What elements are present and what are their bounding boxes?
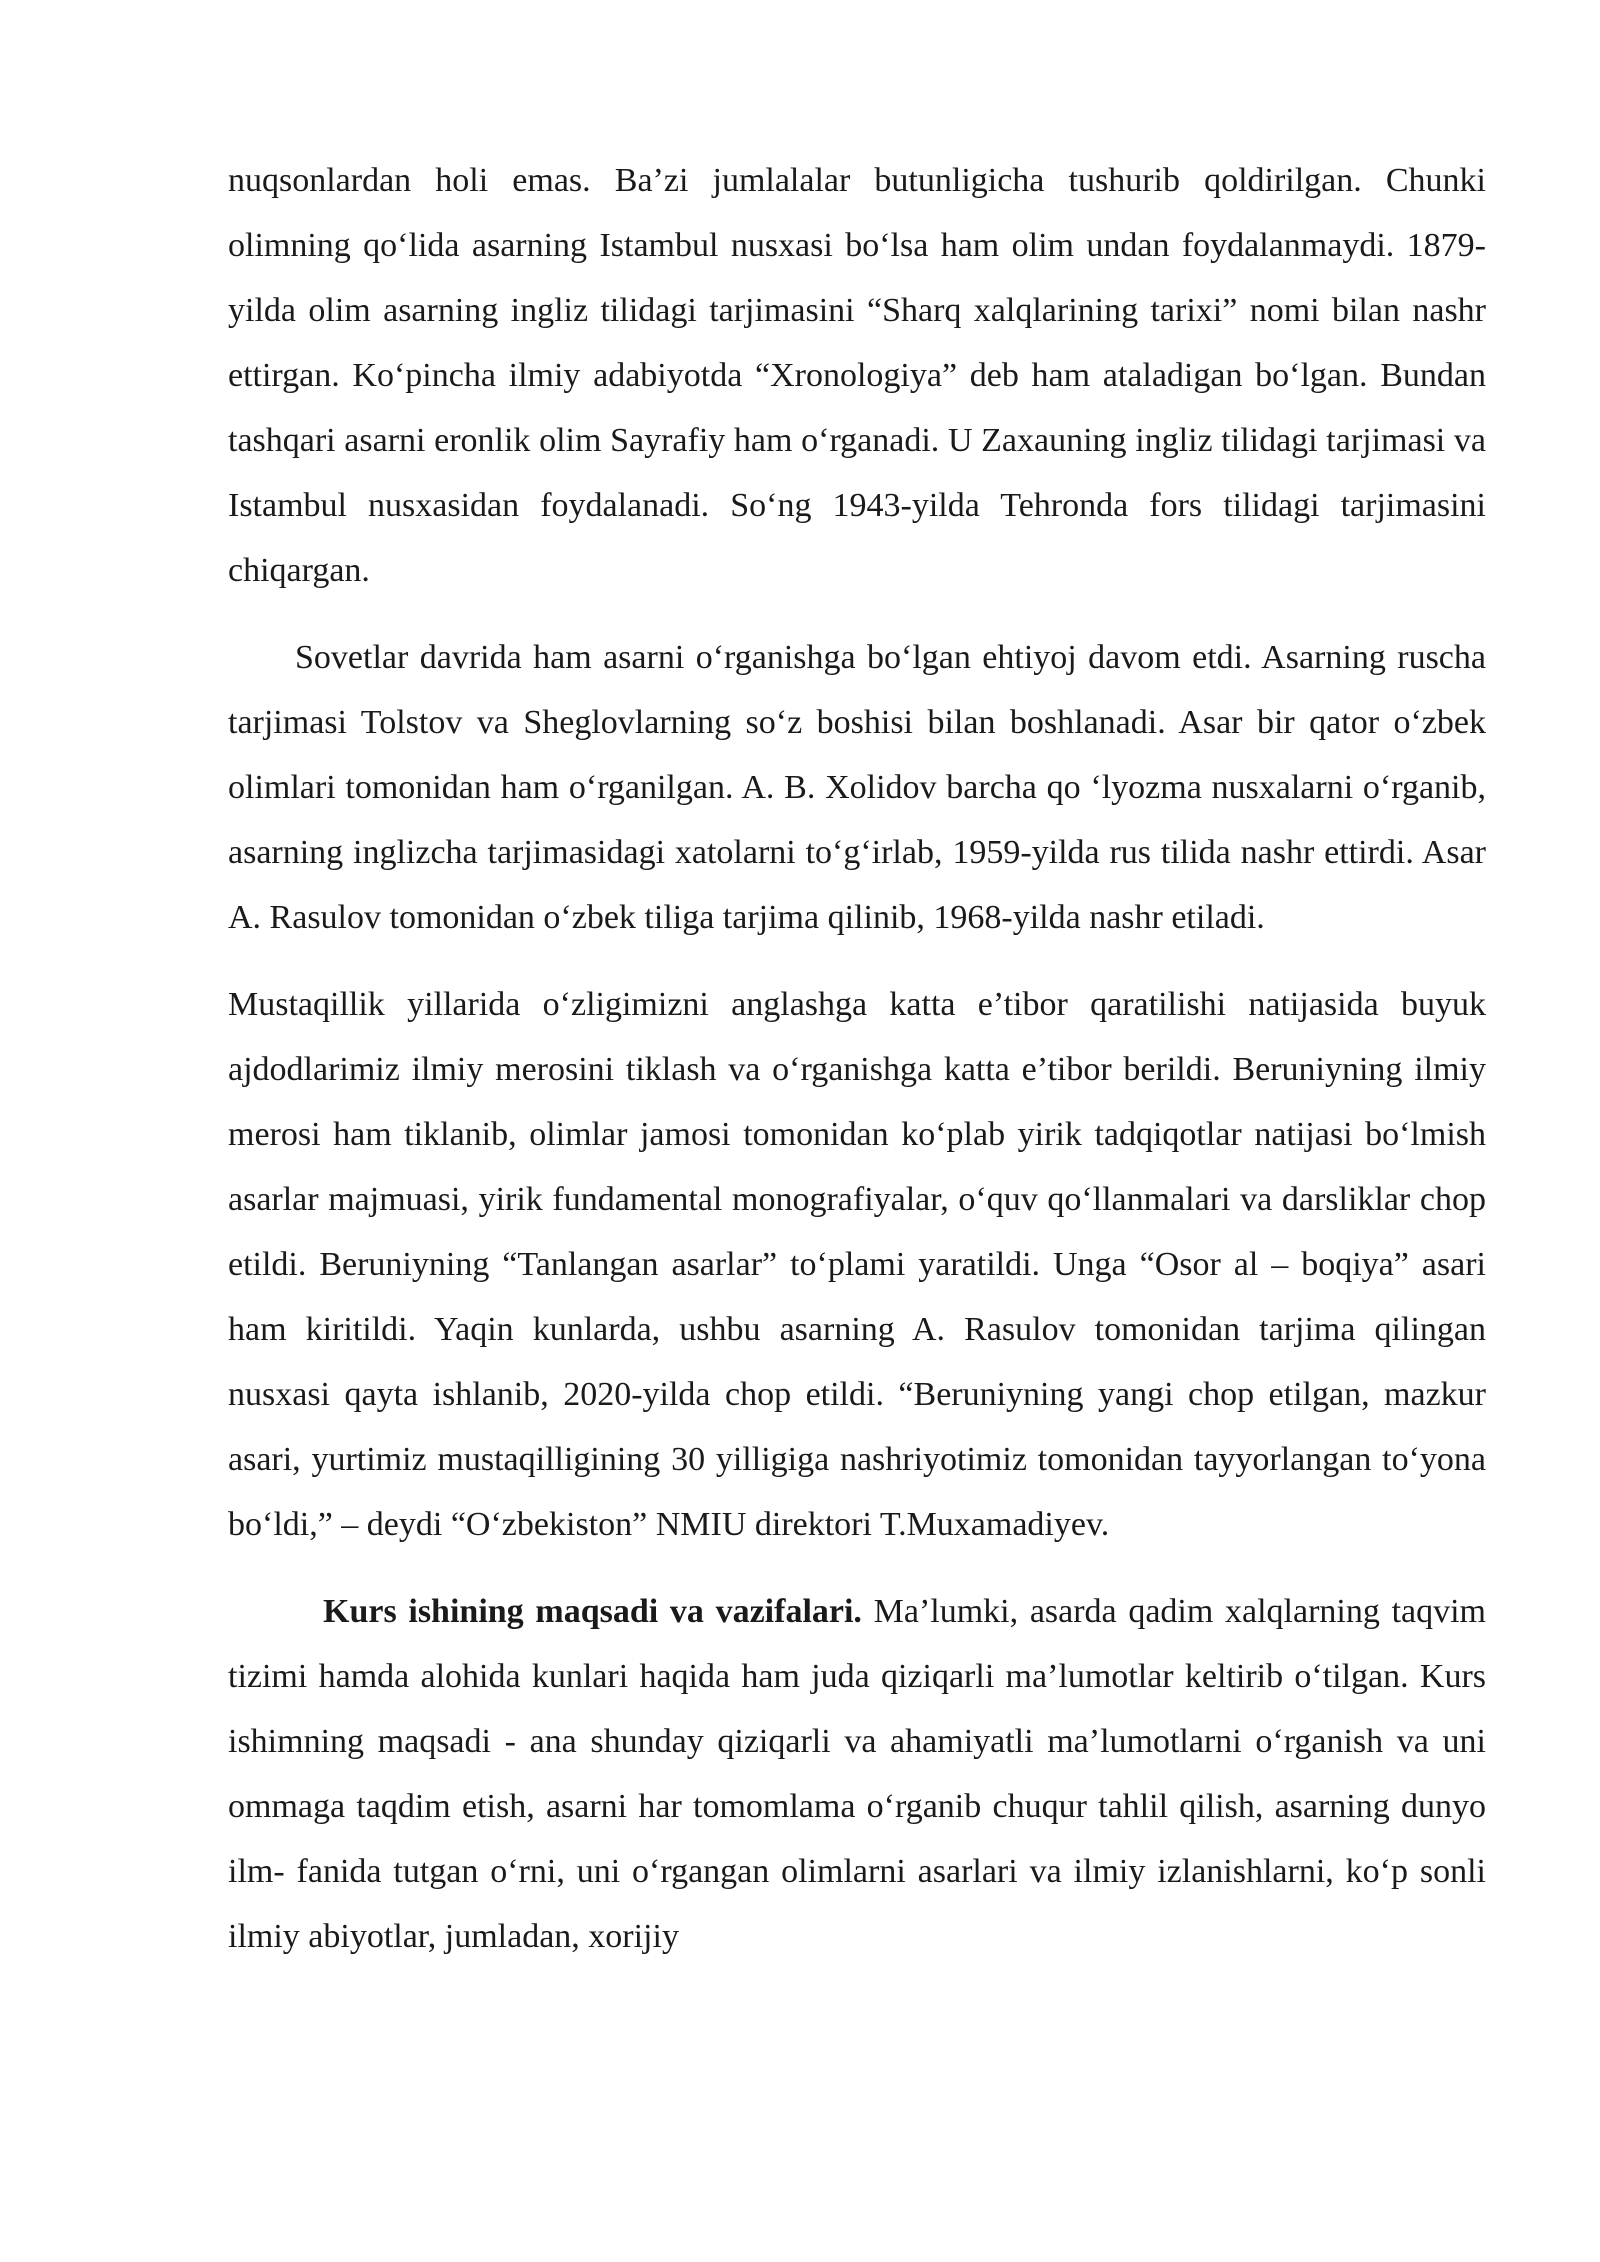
paragraph-course-goals: [228, 1579, 1486, 1969]
document-body: [228, 148, 1486, 1969]
paragraph-translations-history: nuqsonlardan holi emas. Ba’zi jumlalalar butunligicha tushurib qoldirilgan. Chunki olimning qo‘lida asarning Istambul nusxasi bo‘lsa ham olim undan foydalanmaydi. 1879-yilda olim asarning ingliz tilidagi tarjimasini “Sharq xalqlarining tarixi” nomi bilan nashr ettirgan. Ko‘pincha ilmiy adabiyotda “Xronologiya” deb ham ataladigan bo‘lgan. Bundan tashqari asarni eronlik olim Sayrafiy ham o‘rganadi. U Zaxauning ingliz tilidagi tarjimasi va Istambul nusxasidan foydalanadi. So‘ng 1943-yilda Tehronda fors tilidagi tarjimasini chiqargan.: [228, 162, 1486, 589]
paragraph-independence-years: Mustaqillik yillarida o‘zligimizni anglashga katta e’tibor qaratilishi natijasida buyuk ajdodlarimiz ilmiy merosini tiklash va o‘rganishga katta e’tibor berildi. Beruniyning ilmiy merosi ham tiklanib, olimlar jamosi tomonidan ko‘plab yirik tadqiqotlar natijasi bo‘lmish asarlar majmuasi, yirik fundamental monografiyalar, o‘quv qo‘llanmalari va darsliklar chop etildi. Beruniyning “Tanlangan asarlar” to‘plami yaratildi. Unga “Osor al – boqiya” asari ham kiritildi. Yaqin kunlarda, ushbu asarning A. Rasulov tomonidan tarjima qilingan nusxasi qayta ishlanib, 2020-yilda chop etildi. “Beruniyning yangi chop etilgan, mazkur asari, yurtimiz mustaqilligining 30 yilligiga nashriyotimiz tomonidan tayyorlangan to‘yona bo‘ldi,” – deydi “O‘zbekiston” NMIU direktori T.Muxamadiyev.: [228, 986, 1486, 1543]
section-heading-course-goals: Kurs ishining maqsadi va vazifalari.: [323, 1593, 862, 1630]
paragraph-soviet-period: Sovetlar davrida ham asarni o‘rganishga bo‘lgan ehtiyoj davom etdi. Asarning ruscha tarjimasi Tolstov va Sheglovlarning so‘z boshisi bilan boshlanadi. Asar bir qator o‘zbek olimlari tomonidan ham o‘rganilgan. A. B. Xolidov barcha qo ‘lyozma nusxalarni o‘rganib, asarning inglizcha tarjimasidagi xatolarni to‘g‘irlab, 1959-yilda rus tilida nashr ettirdi. Asar A. Rasulov tomonidan o‘zbek tiliga tarjima qilinib, 1968-yilda nashr etiladi.: [228, 639, 1486, 936]
paragraph-course-goals-text: Ma’lumki, asarda qadim xalqlarning taqvim tizimi hamda alohida kunlari haqida ham juda qiziqarli ma’lumotlar keltirib o‘tilgan. Kurs ishimning maqsadi - ana shunday qiziqarli va ahamiyatli ma’lumotlarni o‘rganish va uni ommaga taqdim etish, asarni har tomomlama o‘rganib chuqur tahlil qilish, asarning dunyo ilm- fanida tutgan o‘rni, uni o‘rgangan olimlarni asarlari va ilmiy izlanishlarni, ko‘p sonli ilmiy abiyotlar, jumladan, xorijiy: [228, 1593, 1486, 1955]
